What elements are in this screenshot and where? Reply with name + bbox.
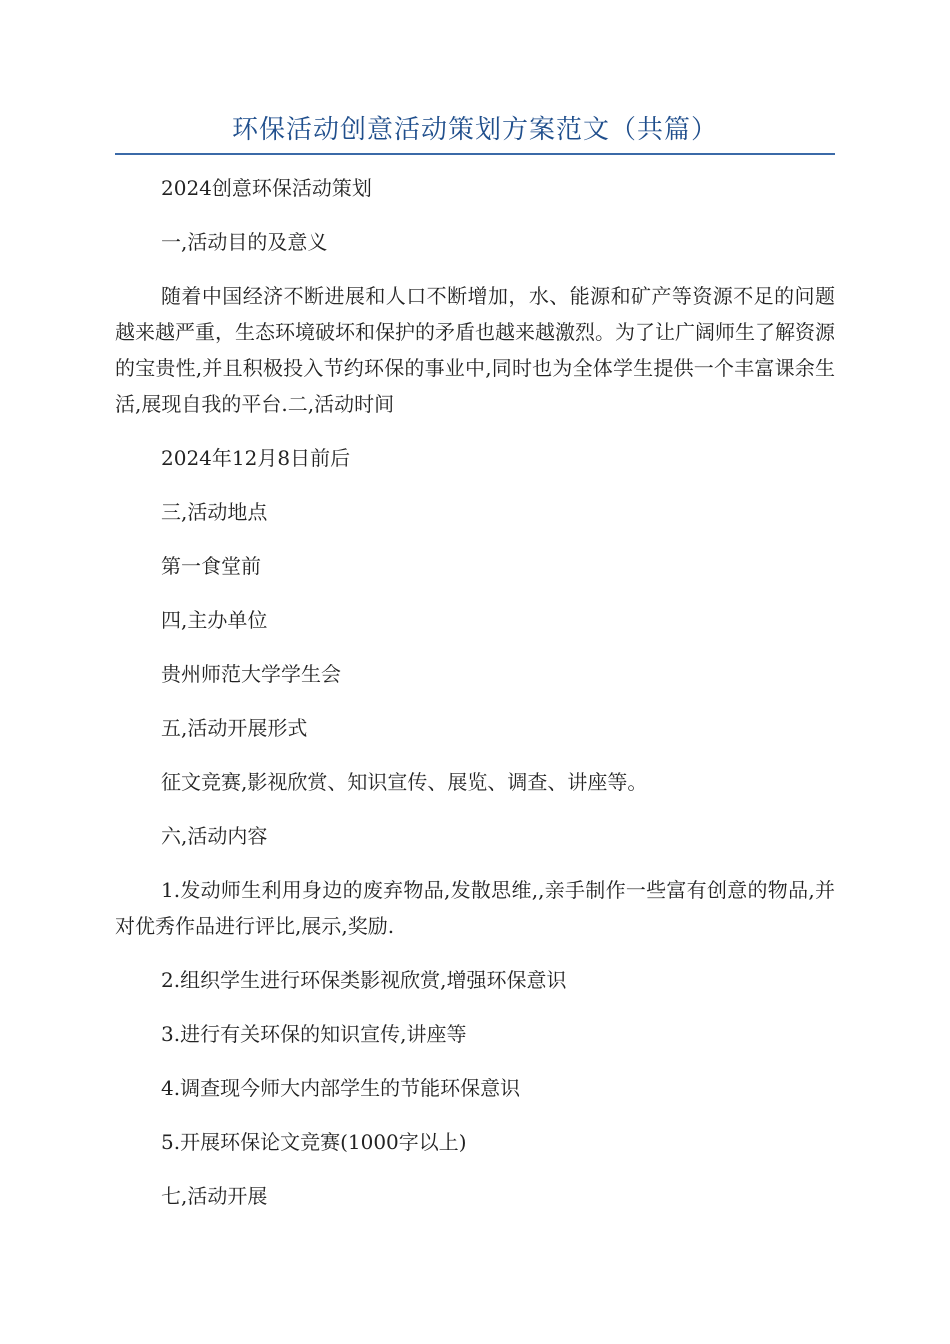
document-body (115, 170, 835, 1232)
list-item: 2.组织学生进行环保类影视欣赏,增强环保意识 (161, 968, 567, 992)
section-heading-content: 六,活动内容 (161, 824, 268, 848)
section-heading-location: 三,活动地点 (161, 500, 268, 524)
section-heading-organizer: 四,主办单位 (161, 608, 268, 632)
paragraph-location: 第一食堂前 (161, 554, 261, 578)
paragraph-subtitle: 2024创意环保活动策划 (161, 176, 372, 200)
paragraph-format: 征文竞赛,影视欣赏、知识宣传、展览、调查、讲座等。 (161, 770, 648, 794)
list-item: 1.发动师生利用身边的废弃物品,发散思维,,亲手制作一些富有创意的物品,并对优秀作品进行评比,展示,奖励. (115, 878, 835, 938)
document-title: 环保活动创意活动策划方案范文（共篇） (231, 115, 718, 145)
list-item: 5.开展环保论文竞赛(1000字以上) (161, 1130, 467, 1154)
section-heading-purpose: 一,活动目的及意义 (161, 230, 328, 254)
section-heading-implementation: 七,活动开展 (161, 1184, 268, 1208)
paragraph-date: 2024年12月8日前后 (161, 446, 351, 470)
section-heading-format: 五,活动开展形式 (161, 716, 308, 740)
paragraph-organizer: 贵州师范大学学生会 (161, 662, 341, 686)
list-item: 4.调查现今师大内部学生的节能环保意识 (161, 1076, 521, 1100)
paragraph-purpose: 随着中国经济不断进展和人口不断增加，水、能源和矿产等资源不足的问题越来越严重，生态环境破坏和保护的矛盾也越来越激烈。为了让广阔师生了解资源的宝贵性,并且积极投入节约环保的事业中,同时也为全体学生提供一个丰富课余生活,展现自我的平台.二,活动时间 (115, 284, 835, 416)
title-underline (115, 153, 835, 155)
list-item: 3.进行有关环保的知识宣传,讲座等 (161, 1022, 467, 1046)
